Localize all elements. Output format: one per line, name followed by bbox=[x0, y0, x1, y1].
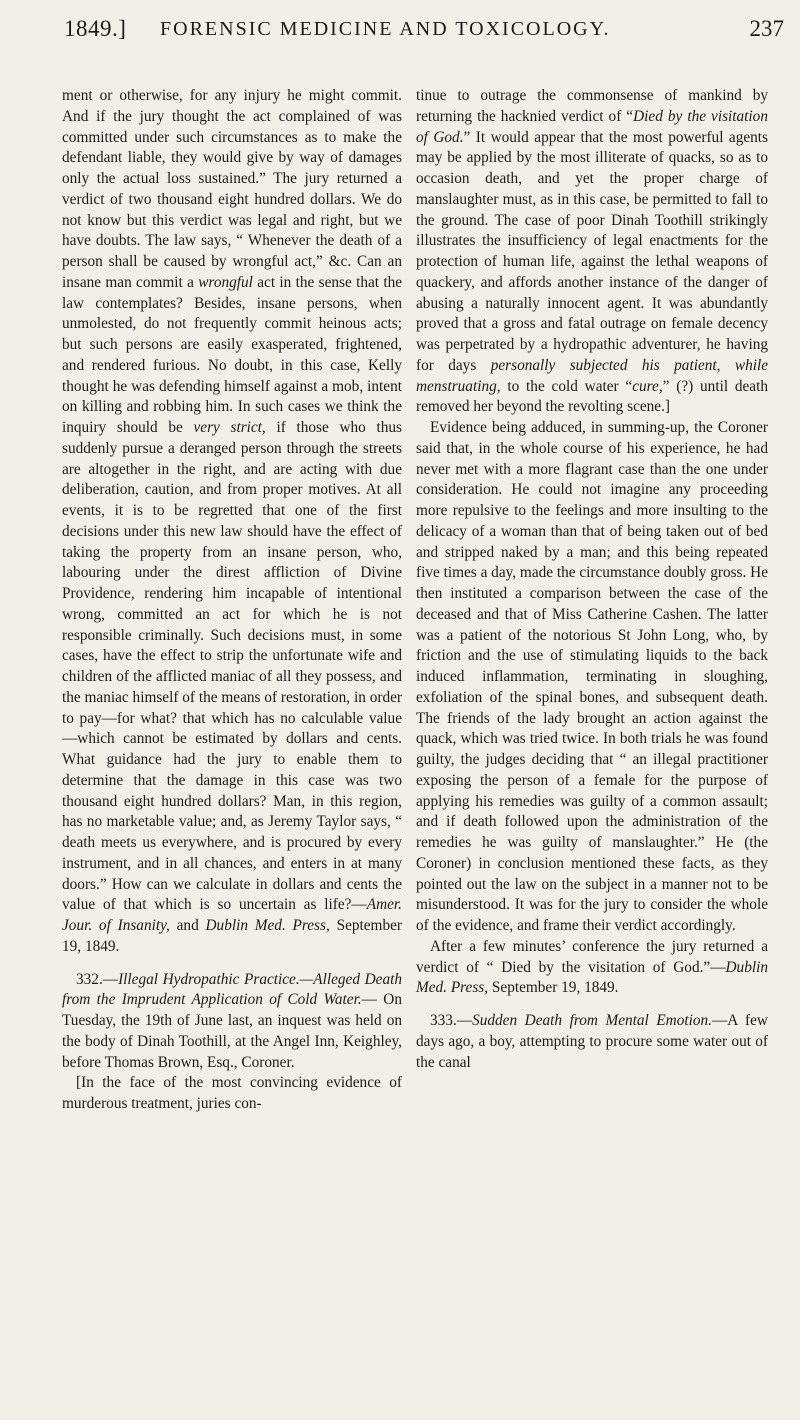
paragraph-coroner-summing-up: Evidence being adduced, in summing-up, the Coroner said that, in the whole course of his experience, he had never met with a more flagrant case than the one under consideration. He could not imagine any proceeding more repulsive to the feelings and more insulting to the delicacy of a woman than that of being taken out of bed and stripped naked by a man; and this being repeated five times a day, made the circumstance doubly gross. He then instituted a comparison between the case of the deceased and that of Miss Catherine Cashen. The latter was a patient of the notorious St John Long, who, by friction and the use of stimulating liquids to the back induced inflammation, terminating in sloughing, exfoliation of the spinal bones, and subsequent death. The friends of the lady brought an action against the quack, which was tried twice. In both trials he was found guilty, the judges deciding that “ an illegal practitioner exposing the person of a female for the purpose of applying his remedies was guilty of a common assault; and if death followed upon the administration of the remedies he was guilty of manslaughter.” He (the Coroner) in conclusion mentioned these facts, as they pointed out the law on the subject in a manner not to be misunderstood. It was for the jury to consider the whole of the evidence, and frame their verdict accordingly. bbox=[416, 419, 768, 934]
source-citation: Dublin Med. Press, bbox=[416, 958, 768, 997]
source-citation: Amer. Jour. of Insanity, bbox=[62, 896, 402, 934]
article-333: 333.—Sudden Death from Mental Emotion.—A few days ago, a boy, attempting to procure some water out of the canal bbox=[416, 1012, 768, 1071]
article-number: 333.— bbox=[430, 1012, 473, 1029]
running-head-year: 1849.] bbox=[64, 16, 127, 41]
right-column bbox=[416, 86, 768, 1073]
source-citation: Dublin Med. Press, bbox=[205, 917, 330, 934]
paragraph-editorial-note-continued: tinue to outrage the commonsense of mankind by returning the hacknied verdict of “Died by the visitation of God.” It would appear that the most powerful agents may be applied by the most illiterate of quacks, so as to occasion death, and yet the proper charge of manslaughter must, as in this case, be permitted to fall to the ground. The case of poor Dinah Toothill strikingly illustrates the insufficiency of legal enactments for the protection of human life, against the lethal weapons of quackery, and affords another instance of the danger of abusing a naturally innocent agent. It was abundantly proved that a gross and fatal outrage on female decency was perpetrated by a hydropathic adventurer, he having for days personally subjected his patient, while menstruating, to the cold water “cure,” (?) until death removed her beyond the revolting scene.] bbox=[416, 87, 769, 416]
paragraph-editorial-note: [In the face of the most convincing evidence of murderous treatment, juries con- bbox=[62, 1074, 402, 1112]
running-head-title: FORENSIC MEDICINE AND TOXICOLOGY. bbox=[160, 18, 611, 40]
paragraph-verdict: After a few minutes’ conference the jury returned a verdict of “ Died by the visitation of God.”—Dublin Med. Press, September 19, 1849. bbox=[416, 937, 768, 997]
page-number: 237 bbox=[749, 16, 784, 41]
paragraph-insanity-verdict: ment or otherwise, for any injury he might commit. And if the jury thought the act complained of was committed under such circumstances as to make the defendant liable, they would give by way of damages only the actual loss sustained.” The jury returned a verdict of two thousand eight hundred dollars. We do not know but this verdict was legal and right, but we have doubts. The law says, “ Whenever the death of a person shall be caused by wrongful act,” &c. Can an insane man commit a wrongful act in the sense that the law contemplates? Besides, insane persons, when unmolested, do not frequently commit heinous acts; but such persons are easily exasperated, frightened, and rendered furious. No doubt, in this case, Kelly thought he was defending himself against a mob, intent on killing and robbing him. In such cases we think the inquiry should be very strict, if those who thus suddenly pursue a deranged person through the streets are altogether in the right, and are acting with due deliberation, caution, and from proper motives. At all events, it is to be regretted that one of the first decisions under this new law should have the effect of taking the property from an insane person, who, labouring under the direst affliction of Divine Providence, rendering him incapable of intentional wrong, committed an act for which he is not responsible criminally. Such decisions must, in some cases, have the effect to strip the unfortunate wife and children of the afflicted maniac of all they possess, and the maniac himself of the means of restoration, in order to pay—for what? that which has no calculable value—which cannot be estimated by dollars and cents. What guidance had the jury to enable them to determine that the damage in this case was two thousand eight hundred dollars? Man, in this region, has no marketable value; and, as Jeremy Taylor says, “ death meets us everywhere, and is procured by every instrument, and in all chances, and enters in at many doors.” How can we calculate in dollars and cents the value of that which is so uncertain as life?—Amer. Jour. of Insanity, and Dublin Med. Press, September 19, 1849. bbox=[62, 87, 403, 955]
running-head bbox=[0, 0, 800, 62]
article-332: 332.—Illegal Hydropathic Practice.—Alleged Death from the Imprudent Application of Cold Water.— On Tuesday, the 19th of June last, an inquest was held on the body of Dinah Toothill, at the Angel Inn, Keighley, before Thomas Brown, Esq., Coroner. bbox=[62, 970, 402, 1071]
article-title: Sudden Death from Mental Emotion. bbox=[472, 1012, 712, 1029]
article-number: 332.— bbox=[76, 970, 119, 988]
left-column bbox=[62, 86, 402, 1115]
article-title: Illegal Hydropathic Practice.—Alleged Death from the Imprudent Application of Cold Water. bbox=[62, 970, 402, 1009]
